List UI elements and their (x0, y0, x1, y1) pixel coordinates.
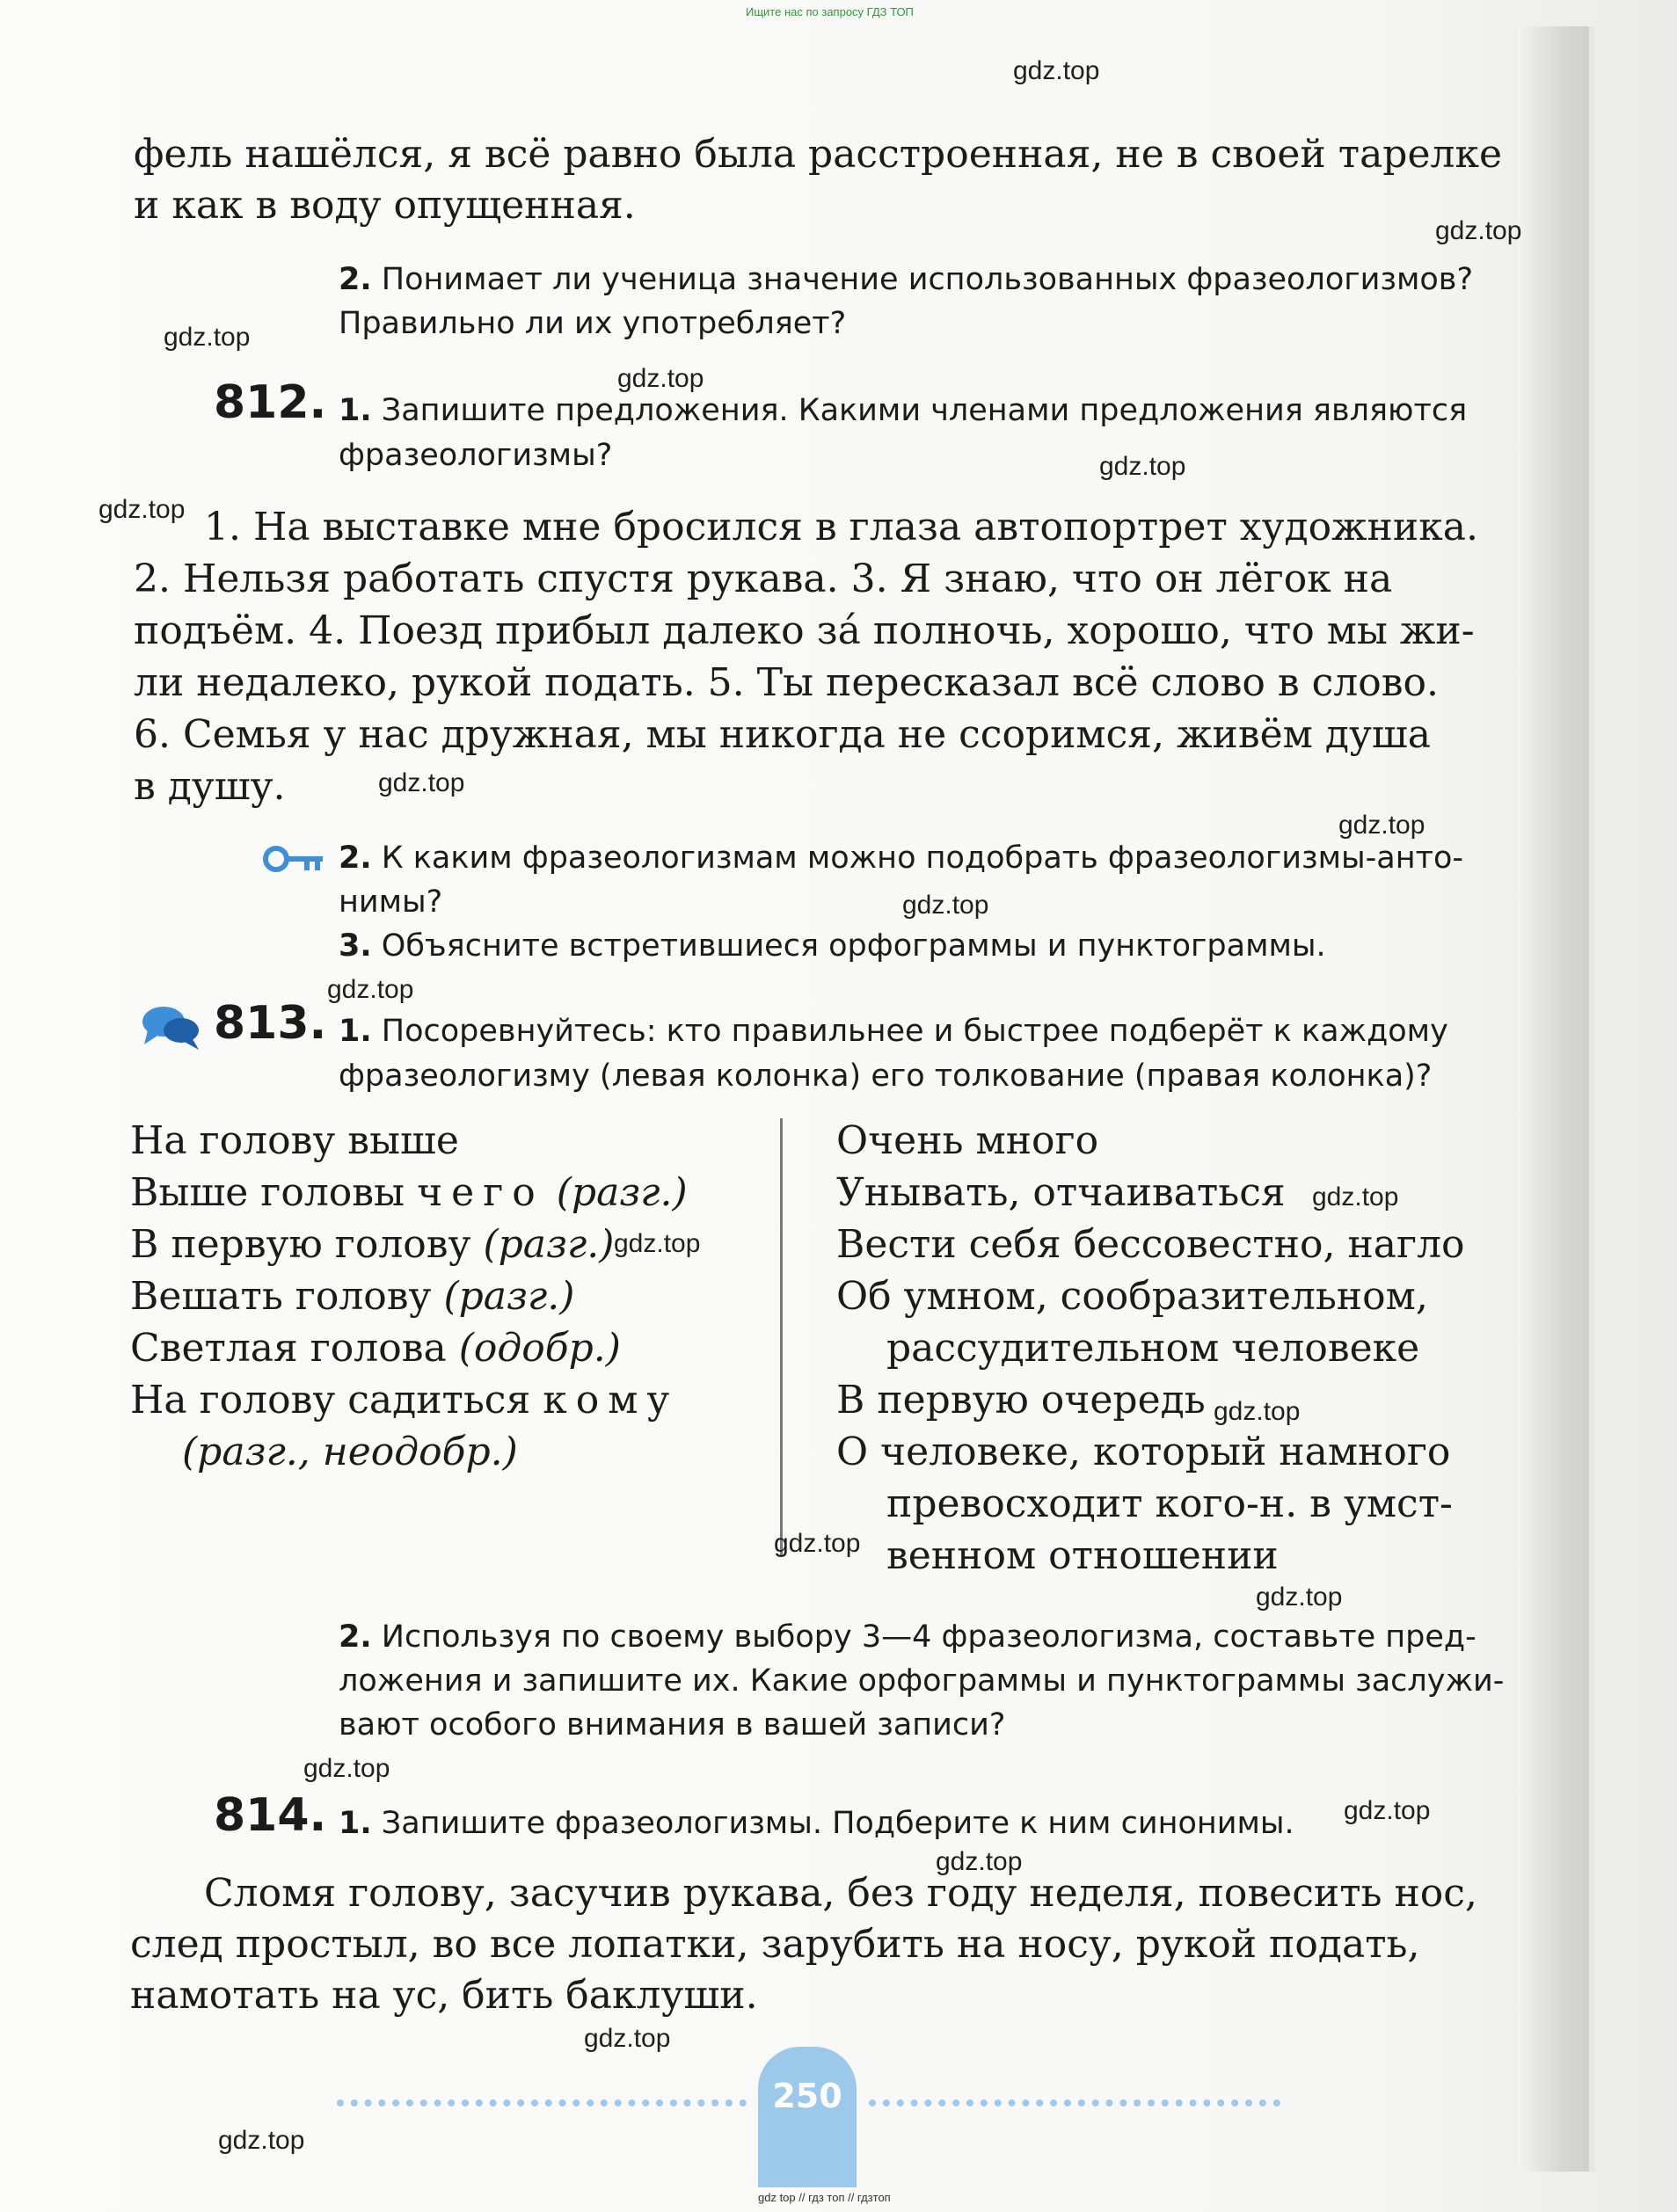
ex813-task1-line2: фразеологизму (левая колонка) его толкование (правая колонка)? (339, 1059, 1433, 1094)
watermark: gdz.top (936, 1847, 1023, 1876)
idiom-1: На голову выше (130, 1118, 459, 1163)
ex812-task1-line1: 1. Запишите предложения. Какими членами предложения являются (339, 393, 1468, 428)
watermark: gdz.top (1435, 216, 1522, 245)
meaning-6-line1: О человеке, который намного (836, 1430, 1451, 1474)
meaning-2: Унывать, отчаиваться (836, 1170, 1286, 1215)
ex814-text-line-2: след простыл, во все лопатки, зарубить на носу, рукой подать, (130, 1922, 1420, 1967)
page-edge (1589, 26, 1594, 2172)
exercise-number-812: 812. (214, 376, 327, 429)
footer-note: gdz top // гдз топ // гдзтоп (758, 2191, 891, 2204)
intro-line-2: и как в воду опущенная. (134, 183, 636, 228)
watermark: gdz.top (1256, 1583, 1343, 1612)
idiom-4: Вешать голову (разг.) (130, 1274, 575, 1319)
ex812-text-line-5: 6. Семья у нас дружная, мы никогда не ссоримся, живём душа (134, 712, 1431, 757)
watermark: gdz.top (1214, 1397, 1301, 1426)
idiom-2: Выше головы чего (разг.) (130, 1170, 688, 1215)
ex813-task1-line1: 1. Посоревнуйтесь: кто правильнее и быстрее подберёт к каждому (339, 1014, 1448, 1049)
watermark: gdz.top (218, 2126, 305, 2155)
meaning-1: Очень много (836, 1118, 1099, 1163)
watermark: gdz.top (327, 975, 414, 1004)
ex812-text-line-4: ли недалеко, рукой подать. 5. Ты пересказал всё слово в слово. (134, 660, 1439, 705)
watermark: gdz.top (584, 2024, 671, 2053)
meaning-3: Вести себя бессовестно, нагло (836, 1222, 1465, 1267)
ex812-task3: 3. Объясните встретившиеся орфограммы и пунктограммы. (339, 928, 1326, 964)
idiom-3: В первую голову (разг.) (130, 1222, 615, 1267)
exercise-number-813: 813. (214, 997, 327, 1050)
watermark: gdz.top (1338, 811, 1425, 840)
ex812-task2-line1: 2. К каким фразеологизмам можно подобрать фразеологизмы-анто- (339, 840, 1464, 876)
ex814-text-line-1: Сломя голову, засучив рукава, без году неделя, повесить нос, (204, 1871, 1477, 1916)
footer-dots-right (869, 2099, 1280, 2106)
ex812-text-line-1: 1. На выставке мне бросился в глаза автопортрет художника. (204, 505, 1478, 549)
meaning-4-line2: рассудительном человеке (886, 1326, 1420, 1371)
q811-task2-line2: Правильно ли их употребляет? (339, 306, 847, 341)
watermark: gdz.top (1344, 1796, 1431, 1825)
watermark: gdz.top (614, 1229, 701, 1258)
page-number-badge (758, 2047, 857, 2187)
ex812-text-line-3: подъём. 4. Поезд прибыл далеко зá полночь, хорошо, что мы жи- (134, 608, 1475, 653)
watermark: gdz.top (378, 768, 465, 797)
ex812-text-line-6: в душу. (134, 764, 286, 809)
ex812-task1-line2: фразеологизмы? (339, 438, 613, 473)
ex814-task1: 1. Запишите фразеологизмы. Подберите к ним синонимы. (339, 1806, 1294, 1841)
watermark: gdz.top (1312, 1182, 1399, 1212)
watermark: gdz.top (164, 323, 251, 352)
ex813-task2-line2: ложения и запишите их. Какие орфограммы и пунктограммы заслужи- (339, 1663, 1505, 1699)
page-number: 250 (772, 2077, 842, 2115)
idiom-5: Светлая голова (одобр.) (130, 1326, 621, 1371)
footer-dots-left (337, 2099, 747, 2106)
watermark: gdz.top (98, 495, 186, 524)
meaning-6-line3: венном отношении (886, 1533, 1279, 1578)
q811-task2-line1: 2. Понимает ли ученица значение использованных фразеологизмов? (339, 262, 1474, 297)
ex812-task2-line2: нимы? (339, 884, 443, 920)
idiom-6: На голову садиться кому (130, 1378, 679, 1423)
header-note: Ищите нас по запросу ГДЗ ТОП (746, 5, 914, 18)
watermark: gdz.top (617, 364, 704, 393)
watermark: gdz.top (774, 1529, 861, 1558)
key-icon (262, 844, 325, 877)
chat-bubbles-icon (141, 1002, 202, 1055)
meaning-4-line1: Об умном, сообразительном, (836, 1274, 1428, 1319)
ex814-text-line-3: намотать на ус, бить баклуши. (130, 1973, 758, 2018)
watermark: gdz.top (303, 1754, 390, 1783)
page-gutter-shadow (1517, 26, 1589, 2172)
ex813-task2-line1: 2. Используя по своему выбору 3—4 фразеологизма, составьте пред- (339, 1619, 1476, 1655)
idiom-6-note: (разг., неодобр.) (182, 1430, 518, 1474)
watermark: gdz.top (902, 891, 989, 920)
exercise-number-814: 814. (214, 1789, 327, 1842)
ex813-task2-line3: вают особого внимания в вашей записи? (339, 1707, 1006, 1743)
intro-line-1: фель нашёлся, я всё равно была расстроенная, не в своей тарелке (134, 132, 1503, 177)
watermark: gdz.top (1099, 452, 1186, 481)
ex812-text-line-2: 2. Нельзя работать спустя рукава. 3. Я знаю, что он лёгок на (134, 557, 1393, 601)
meaning-6-line2: превосходит кого-н. в умст- (886, 1481, 1453, 1526)
column-divider (780, 1118, 783, 1555)
watermark: gdz.top (1013, 56, 1100, 85)
meaning-5: В первую очередь (836, 1378, 1206, 1423)
